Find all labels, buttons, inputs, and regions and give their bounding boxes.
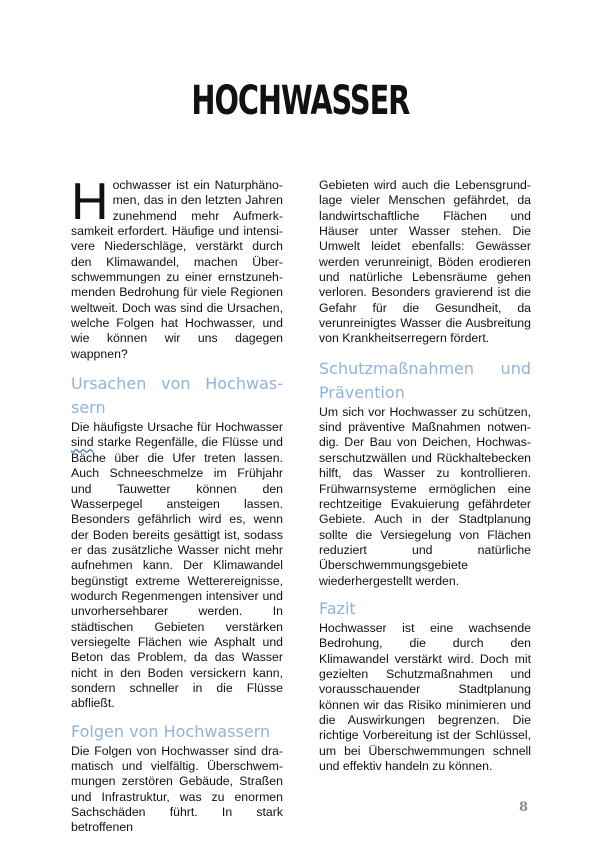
folgen-paragraph-start: Die Folgen von Hochwasser sind dramatisch und vielfältig. Überschwemmungen zerstören Gebäude, Straßen und Infrastruktur, was zu enormen Sachschäden führt. In stark betroffenen [71, 743, 283, 835]
ursachen-text-before: Die häufigste Ursache für Hochwasser [71, 420, 283, 435]
page-title: HOCHWASSER [191, 78, 410, 124]
heading-schutzmassnahmen: Schutzmaßnahmen und Prävention [319, 358, 531, 402]
heading-ursachen: Ursachen von Hochwassern [71, 374, 283, 418]
left-column [71, 173, 283, 836]
right-column [319, 178, 531, 774]
page-number: 8 [519, 800, 529, 815]
ursachen-text-after: starke Regenfälle, die Flüsse und Bäche über die Ufer treten lassen. Auch Schneeschmelze im Frühjahr und Tauwetter können den Wasserpegel ansteigen lassen. Besonders gefährlich wird es, wenn der Boden bereits gesättigt ist, sodass er das zusätzliche Wasser nicht mehr aufnehmen kann. Der Klimawandel begünstigt extreme Wetterereignisse, wodurch Regenmengen intensiver und unvorhersehbarer werden. In städtischen Gebieten verstärken versiegelte Flächen wie Asphalt und Beton das Problem, da das Wasser nicht in den Boden versickern kann, sondern schneller in die Flüsse abfließt. [71, 435, 283, 711]
intro-text: ochwasser ist ein Naturphänomen, das in den letzten Jahren zunehmend mehr Aufmerksamkeit erfordert. Häufige und intensivere Niederschläge, verstärkt durch den Klimawandel, machen Überschwemmungen zu einer ernstzunehmenden Bedrohung für viele Regionen weltweit. Doch was sind die Ursachen, welche Folgen hat Hochwasser, und wie können wir uns dagegen wappnen? [71, 178, 283, 361]
drop-cap: H [71, 173, 109, 231]
folgen-paragraph-continued: Gebieten wird auch die Lebensgrundlage vieler Menschen gefährdet, da landwirtschaftliche Flächen und Häuser unter Wasser stehen. Die Umwelt leidet ebenfalls: Gewässer werden verunreinigt, Böden erodieren und natürliche Lebensräume gehen verloren. Besonders gravierend ist die Gefahr für die Gesundheit, da verunreinigtes Wasser die Ausbreitung von Krankheitserregern fördert. [319, 178, 531, 346]
fazit-paragraph: Hochwasser ist eine wachsende Bedrohung, die durch den Klimawandel verstärkt wird. Doch mit gezielten Schutzmaßnahmen und vorausschauender Stadtplanung können wir das Risiko minimieren und die Auswirkungen begrenzen. Die richtige Vorbereitung ist der Schlüssel, um bei Überschwemmungen schnell und effektiv handeln zu können. [319, 620, 531, 773]
heading-folgen: Folgen von Hochwassern [71, 721, 271, 741]
heading-fazit: Fazit [319, 598, 356, 618]
intro-paragraph [71, 173, 283, 362]
schutz-paragraph: Um sich vor Hochwasser zu schützen, sind präventive Maßnahmen notwendig. Der Bau von Deichen, Hochwasserschutzwällen und Rückhaltebecken hilft, das Wasser zu kontrollieren. Frühwarnsysteme ermöglichen eine rechtzeitige Evakuierung gefährdeter Gebiete. Auch in der Stadtplanung sollte die Versiegelung von Flächen reduziert und natürliche Überschwemmungsgebiete wiederhergestellt werden. [319, 404, 531, 588]
ursachen-paragraph [71, 420, 283, 712]
spellcheck-marked-word[interactable]: sind [71, 435, 94, 450]
